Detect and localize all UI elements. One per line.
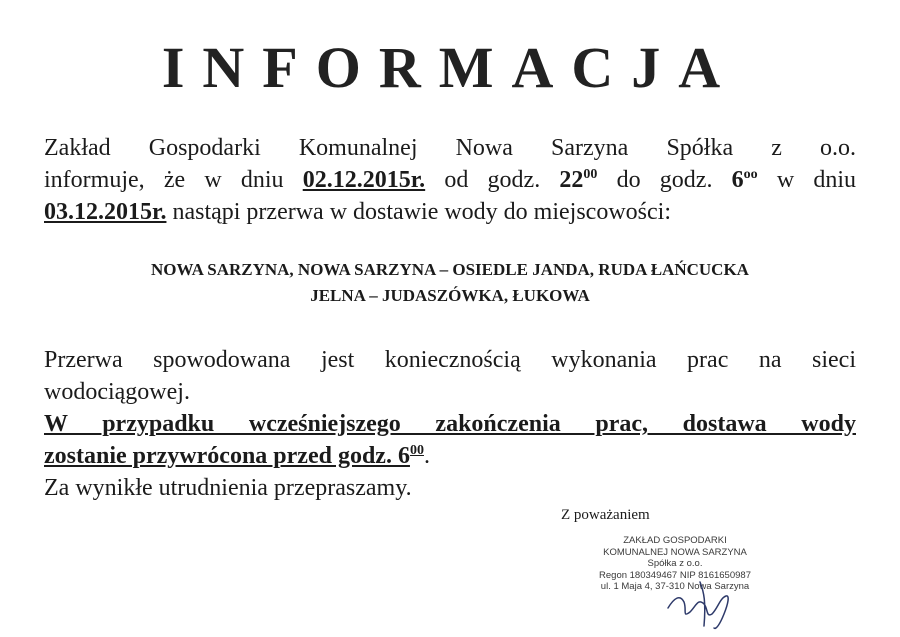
hour-start-minutes: 00	[583, 167, 598, 182]
stamp-line-4: Regon 180349467 NIP 8161650987	[599, 569, 751, 581]
places-line-2: JELNA – JUDASZÓWKA, ŁUKOWA	[310, 286, 590, 305]
affected-places	[0, 257, 900, 309]
reason-line-1: Przerwa spowodowana jest koniecznością wykonania prac na sieci	[44, 347, 856, 373]
intro-text: w dniu	[757, 167, 857, 193]
hour-end: $6^{oo}$	[731, 167, 758, 193]
intro-text: do godz.	[597, 167, 732, 193]
reason-paragraph	[44, 344, 856, 504]
stamp-line-5: ul. 1 Maja 4, 37-310 Nowa Sarzyna	[600, 581, 750, 592]
early-completion-line-2: zostanie przywrócona przed godz. $6^{00}$.	[44, 443, 430, 469]
closing-regards: Z poważaniem	[561, 507, 650, 523]
stamp-line-3: Spółka z o.o.	[647, 558, 703, 569]
intro-line-2	[44, 164, 856, 196]
intro-paragraph	[44, 132, 856, 228]
hour-end-minutes: oo	[743, 167, 758, 182]
intro-line-3	[44, 196, 856, 228]
page-title: INFORMACJA	[161, 35, 739, 100]
intro-text: nastąpi przerwa w dostawie wody do miejscowości:	[166, 199, 671, 225]
early-completion-line-1: W przypadku wcześniejszego zakończenia prac, dostawa wody	[44, 411, 856, 437]
date-end: 03.12.2015r.	[44, 199, 167, 225]
handwritten-signature	[660, 568, 750, 632]
intro-text: od godz.	[425, 167, 560, 193]
intro-line-1: Zakład Gospodarki Komunalnej Nowa Sarzyna Spółka z o.o.	[44, 135, 856, 161]
hour-start: $22^{00}$	[559, 167, 598, 193]
date-start: 02.12.2015r.	[302, 167, 426, 193]
apology-line: Za wynikłe utrudnienia przepraszamy.	[44, 475, 412, 501]
places-line-1: NOWA SARZYNA, NOWA SARZYNA – OSIEDLE JANDA, RUDA ŁAŃCUCKA	[151, 260, 749, 279]
stamp-line-1: ZAKŁAD GOSPODARKI	[623, 535, 727, 546]
reason-line-2: wodociągowej.	[44, 379, 190, 405]
restore-hour-minutes: 00	[409, 443, 424, 458]
stamp-line-2: KOMUNALNEJ NOWA SARZYNA	[603, 546, 747, 558]
intro-text: informuje, że w dniu	[44, 167, 303, 193]
